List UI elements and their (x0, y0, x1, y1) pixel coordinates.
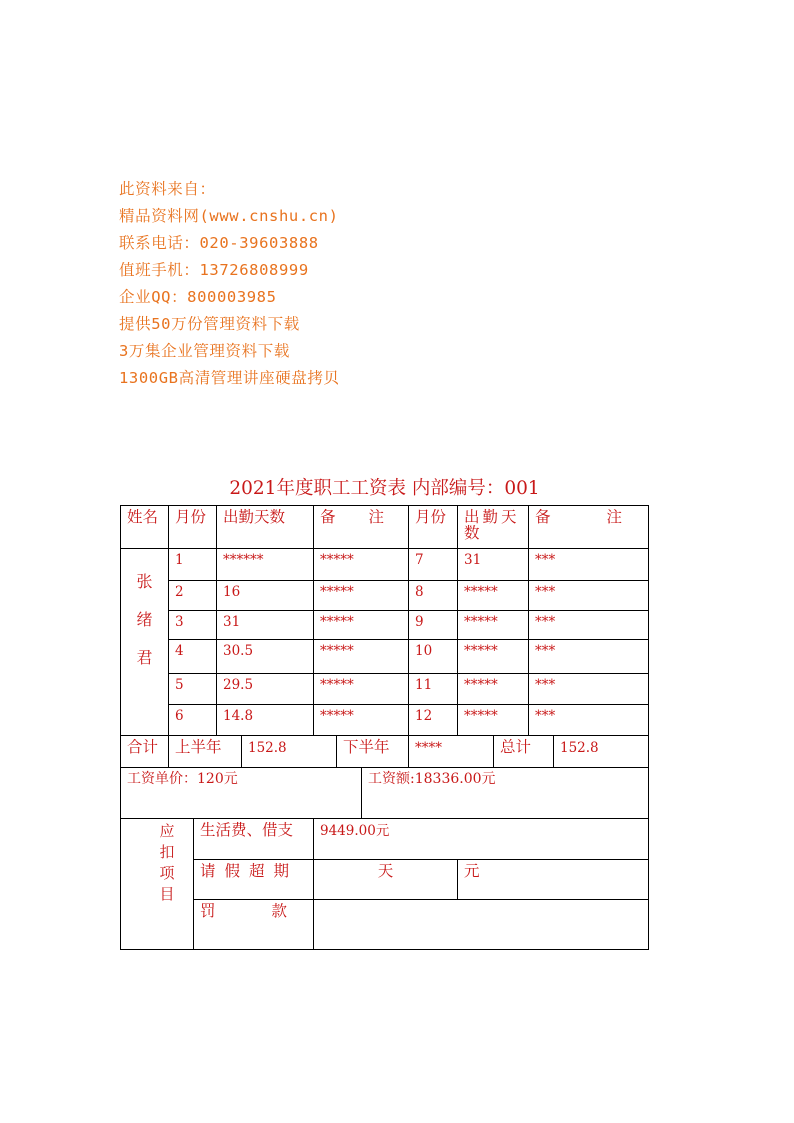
table-row-attendance: 14.8 (216, 704, 314, 736)
fine-label-char: 罚 (200, 902, 216, 920)
grand-total-value: 152.8 (553, 735, 649, 768)
table-row-attendance-2: ***** (457, 639, 529, 674)
table-row-attendance: 30.5 (216, 639, 314, 674)
second-half-label: 下半年 (336, 735, 409, 768)
living-expense-label: 生活费、借支 (193, 818, 314, 860)
table-row-month: 2 (168, 580, 217, 611)
header-month: 月份 (168, 505, 217, 549)
table-row-attendance: 16 (216, 580, 314, 611)
table-row-month: 4 (168, 639, 217, 674)
employee-name-char: 张 (136, 572, 153, 591)
header-name: 姓名 (120, 505, 169, 549)
info-line: 1300GB高清管理讲座硬盘拷贝 (119, 369, 340, 387)
table-row-month: 5 (168, 673, 217, 705)
table-row-attendance-2: ***** (457, 673, 529, 705)
table-row-note-2: *** (528, 673, 649, 705)
table-row-note-2: *** (528, 580, 649, 611)
info-line: 提供50万份管理资料下载 (119, 315, 300, 333)
source-info-block (119, 178, 340, 394)
leave-label-char: 假 (224, 862, 240, 880)
header-note-b: 注 (368, 508, 384, 526)
info-line: 联系电话：020-39603888 (119, 234, 319, 252)
table-row-attendance-2: ***** (457, 580, 529, 611)
header-attendance-2: 出勤天数 (457, 505, 529, 549)
deductions-label (157, 821, 177, 905)
table-row-note: ***** (313, 610, 409, 640)
leave-overdue-label (193, 859, 314, 900)
table-row-attendance-2: ***** (457, 704, 529, 736)
fine-value (313, 899, 649, 950)
leave-label-char: 期 (273, 862, 289, 880)
first-half-value: 152.8 (241, 735, 337, 768)
second-half-value: **** (408, 735, 494, 768)
wage-amount: 工资额:18336.00元 (361, 767, 649, 819)
table-row-attendance: 31 (216, 610, 314, 640)
table-row-attendance-2: ***** (457, 610, 529, 640)
info-line: 企业QQ：800003985 (119, 288, 277, 306)
info-line: 精品资料网(www.cnshu.cn) (119, 207, 339, 225)
first-half-label: 上半年 (168, 735, 242, 768)
table-row-month-2: 9 (408, 610, 458, 640)
leave-days-cell: 天 (313, 859, 458, 900)
table-row-month-2: 8 (408, 580, 458, 611)
living-expense-value: 9449.00元 (313, 818, 649, 860)
table-row-note: ***** (313, 580, 409, 611)
table-row-attendance: ****** (216, 548, 314, 581)
unit-price: 工资单价：120元 (120, 767, 362, 819)
table-row-note-2: *** (528, 610, 649, 640)
table-row-note: ***** (313, 673, 409, 705)
deductions-label-char: 目 (159, 885, 175, 903)
deductions-label-char: 应 (159, 822, 175, 840)
fine-label (193, 899, 314, 950)
header-month-2: 月份 (408, 505, 458, 549)
deductions-label-char: 扣 (159, 843, 175, 861)
deductions-label-char: 项 (159, 864, 175, 882)
employee-name-char: 绪 (136, 610, 153, 629)
table-row-month-2: 7 (408, 548, 458, 581)
table-row-note: ***** (313, 704, 409, 736)
table-row-month: 1 (168, 548, 217, 581)
employee-name-char: 君 (136, 648, 153, 667)
table-row-month: 3 (168, 610, 217, 640)
deductions-label-cell (120, 818, 194, 950)
table-row-note-2: *** (528, 639, 649, 674)
header-attendance: 出勤天数 (216, 505, 314, 549)
header-note-2-b: 注 (606, 508, 622, 526)
header-note (313, 505, 409, 549)
header-note-a: 备 (320, 508, 336, 526)
table-row-note-2: *** (528, 548, 649, 581)
header-note-2 (528, 505, 649, 549)
table-row-note-2: *** (528, 704, 649, 736)
leave-label-char: 超 (248, 862, 265, 880)
info-line: 值班手机：13726808999 (119, 261, 309, 279)
table-title: 2021年度职工工资表 内部编号：001 (229, 478, 540, 499)
table-row-note: ***** (313, 639, 409, 674)
leave-label-char: 请 (200, 862, 216, 880)
header-note-2-a: 备 (535, 508, 551, 526)
info-line: 此资料来自： (119, 180, 216, 198)
leave-amount-cell: 元 (457, 859, 649, 900)
table-row-note: ***** (313, 548, 409, 581)
table-row-attendance: 29.5 (216, 673, 314, 705)
grand-total-label: 总计 (493, 735, 554, 768)
info-line: 3万集企业管理资料下载 (119, 342, 290, 360)
table-row-month-2: 11 (408, 673, 458, 705)
employee-name-cell (120, 548, 169, 736)
table-row-month-2: 12 (408, 704, 458, 736)
table-row-month-2: 10 (408, 639, 458, 674)
table-row-month: 6 (168, 704, 217, 736)
fine-label-char: 款 (271, 902, 287, 920)
totals-label: 合计 (120, 735, 169, 768)
table-row-attendance-2: 31 (457, 548, 529, 581)
